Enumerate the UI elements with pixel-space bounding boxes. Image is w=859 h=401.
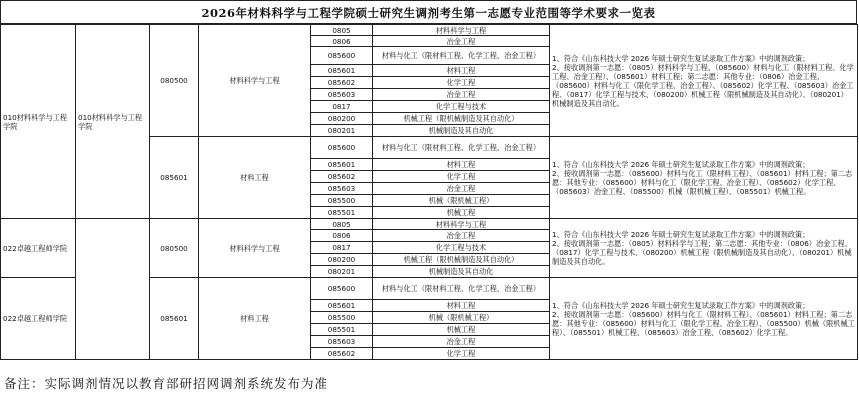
accept-name-cell: 冶金工程	[373, 336, 550, 348]
accept-code-cell: 085601	[311, 65, 373, 77]
table-row	[1, 219, 858, 230]
accept-name-cell: 机械工程（限机械制造及其自动化）	[373, 113, 550, 125]
accept-name-cell: 材料工程	[373, 65, 550, 77]
accept-code-cell: 085500	[311, 312, 373, 324]
requirement-line: 1、符合《山东科技大学 2026 年硕士研究生复试录取工作方案》中的调剂政策；	[552, 159, 810, 169]
accept-code-cell: 085603	[311, 183, 373, 195]
accept-name-cell: 机械（限机械工程）	[373, 195, 550, 207]
accept-code-cell: 085500	[311, 195, 373, 207]
accept-name-cell: 材料工程	[373, 300, 550, 312]
college-cell: 010材料科学与工程学院	[76, 25, 150, 219]
requirement-line: 2、接收调剂第一志愿：（085600）材料与化工（限材料工程）、（085601）材料工程；第二志愿：其他专业：（085600）材料与化工（限化学工程、冶金工程）、（085500）机械（限机械工程）、（085501）机械工程、（085603）冶金工程、（085602）化学工程。	[552, 309, 855, 337]
accept-name-cell: 化学工程与技术	[373, 242, 550, 254]
accept-name-cell: 材料与化工（限材料工程、化学工程、冶金工程）	[373, 278, 550, 300]
requirement-line: 2、接收调剂第一志愿：（0805）材料科学与工程；第二志愿：其他专业：（0806）冶金工程、（0817）化学工程与技术、（080200）机械工程（限机械制造及其自动化）、（080201）机械制造及其自动化。	[552, 239, 852, 266]
major-name-cell: 材料科学与工程	[199, 219, 311, 278]
accept-code-cell: 085603	[311, 89, 373, 101]
adjustment-table	[0, 24, 858, 360]
accept-code-cell: 085600	[311, 47, 373, 65]
accept-name-cell: 化学工程	[373, 77, 550, 89]
accept-name-cell: 机械（限机械工程）	[373, 312, 550, 324]
accept-name-cell: 冶金工程	[373, 230, 550, 242]
accept-name-cell: 化学工程与技术	[373, 101, 550, 113]
document-title: 2026年材料科学与工程学院硕士研究生调剂考生第一志愿专业范围等学术要求一览表	[0, 0, 857, 24]
college-cell: 010材料科学与工程学院	[1, 25, 76, 219]
accept-code-cell: 0806	[311, 36, 373, 47]
accept-name-cell: 冶金工程	[373, 36, 550, 47]
accept-name-cell: 机械工程	[373, 324, 550, 336]
accept-name-cell: 材料科学与工程	[373, 25, 550, 36]
accept-code-cell: 085602	[311, 77, 373, 89]
requirement-line: 2、接收调剂第一志愿：（0805）材料科学与工程、（085600）材料与化工（限材料工程、化学工程、冶金工程）、（085601）材料工程；第二志愿：其他专业：（0806）冶金工程、（085600）材料与化工（限化学工程、冶金工程）、（085602）化学工程、（085603）冶金工程、（0817）化学工程与技术、（080200）机械工程（限机械制造及其自动化）、（080201）机械制造及其自动化。	[552, 62, 854, 108]
college-cell: 022卓越工程师学院	[1, 219, 76, 278]
accept-name-cell: 机械制造及其自动化	[373, 125, 550, 137]
requirements-cell	[550, 25, 858, 137]
footnote: 备注：实际调剂情况以教育部研招网调剂系统发布为准	[4, 376, 329, 391]
requirements-cell	[550, 137, 858, 219]
accept-code-cell: 085501	[311, 207, 373, 219]
accept-code-cell: 080201	[311, 125, 373, 137]
requirement-line: 1、符合《山东科技大学 2026 年硕士研究生复试录取工作方案》中的调剂政策；	[552, 300, 810, 310]
requirement-line: 1、符合《山东科技大学 2026 年硕士研究生复试录取工作方案》中的调剂政策；	[552, 53, 810, 63]
requirement-line: 1、符合《山东科技大学 2026 年硕士研究生复试录取工作方案》中的调剂政策；	[552, 230, 810, 239]
college-cell: 022卓越工程师学院	[1, 278, 76, 360]
accept-code-cell: 085600	[311, 278, 373, 300]
requirements-cell	[550, 219, 858, 278]
accept-code-cell: 0805	[311, 25, 373, 36]
accept-name-cell: 冶金工程	[373, 183, 550, 195]
major-name-cell: 材料工程	[199, 137, 311, 219]
accept-code-cell: 085603	[311, 336, 373, 348]
accept-code-cell: 080200	[311, 113, 373, 125]
accept-name-cell: 机械工程	[373, 207, 550, 219]
accept-code-cell: 080200	[311, 254, 373, 266]
accept-code-cell: 0817	[311, 101, 373, 113]
accept-name-cell: 机械工程（限机械制造及其自动化）	[373, 254, 550, 266]
empty-college-cell	[76, 219, 150, 360]
major-code-cell: 085601	[150, 278, 199, 360]
accept-name-cell: 材料与化工（限材料工程、化学工程、冶金工程）	[373, 47, 550, 65]
accept-code-cell: 0817	[311, 242, 373, 254]
accept-name-cell: 机械制造及其自动化	[373, 266, 550, 278]
requirements-cell	[550, 278, 858, 360]
accept-name-cell: 冶金工程	[373, 89, 550, 101]
accept-code-cell: 080201	[311, 266, 373, 278]
accept-name-cell: 化学工程	[373, 348, 550, 360]
accept-code-cell: 0805	[311, 219, 373, 230]
major-code-cell: 080500	[150, 219, 199, 278]
major-name-cell: 材料工程	[199, 278, 311, 360]
major-code-cell: 080500	[150, 25, 199, 137]
accept-code-cell: 085601	[311, 159, 373, 171]
accept-name-cell: 材料科学与工程	[373, 219, 550, 230]
accept-code-cell: 085602	[311, 348, 373, 360]
accept-name-cell: 化学工程	[373, 171, 550, 183]
table-row	[1, 25, 858, 36]
major-name-cell: 材料科学与工程	[199, 25, 311, 137]
accept-name-cell: 材料工程	[373, 159, 550, 171]
requirement-line: 2、接收调剂第一志愿：（085600）材料与化工（限材料工程）、（085601）材料工程；第二志愿：其他专业：（085600）材料与化工（限化学工程、冶金工程）、（085602）化学工程、（085603）冶金工程、（085500）机械（限机械工程）、（085501）机械工程。	[552, 168, 853, 196]
accept-code-cell: 085601	[311, 300, 373, 312]
accept-code-cell: 085600	[311, 137, 373, 159]
accept-code-cell: 085501	[311, 324, 373, 336]
accept-name-cell: 材料与化工（限材料工程、化学工程、冶金工程）	[373, 137, 550, 159]
major-code-cell: 085601	[150, 137, 199, 219]
accept-code-cell: 0806	[311, 230, 373, 242]
accept-code-cell: 085602	[311, 171, 373, 183]
